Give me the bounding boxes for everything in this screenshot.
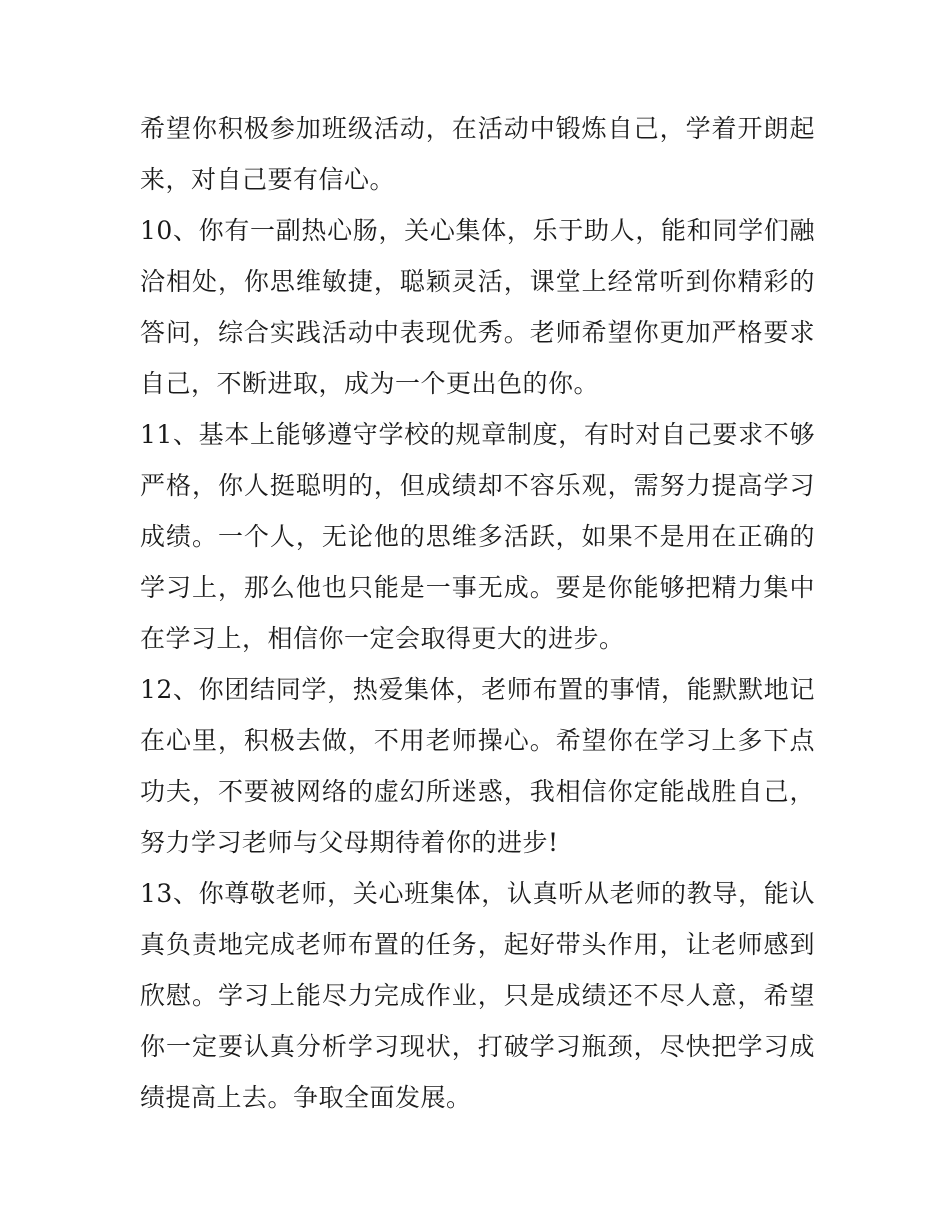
paragraph-continuation: 希望你积极参加班级活动，在活动中锻炼自己，学着开朗起来，对自己要有信心。 xyxy=(140,114,815,194)
paragraph-item-13: 13、你尊敬老师，关心班集体，认真听从老师的教导，能认真负责地完成老师布置的任务，起好带头作用，让老师感到欣慰。学习上能尽力完成作业，只是成绩还不尽人意，希望你一定要认真分析学习现状，打破学习瓶颈，尽快把学习成绩提高上去。争取全面发展。 xyxy=(140,879,815,1112)
paragraph-item-10: 10、你有一副热心肠，关心集体，乐于助人，能和同学们融洽相处，你思维敏捷，聪颖灵活，课堂上经常听到你精彩的答问，综合实践活动中表现优秀。老师希望你更加严格要求自己，不断进取，成为一个更出色的你。 xyxy=(140,216,815,398)
document-body xyxy=(140,103,815,1123)
paragraph-item-12: 12、你团结同学，热爱集体，老师布置的事情，能默默地记在心里，积极去做，不用老师操心。希望你在学习上多下点功夫，不要被网络的虚幻所迷惑，我相信你定能战胜自己，努力学习老师与父母期待着你的进步! xyxy=(140,675,815,857)
paragraph-item-11: 11、基本上能够遵守学校的规章制度，有时对自己要求不够严格，你人挺聪明的，但成绩却不容乐观，需努力提高学习成绩。一个人，无论他的思维多活跃，如果不是用在正确的学习上，那么他也只能是一事无成。要是你能够把精力集中在学习上，相信你一定会取得更大的进步。 xyxy=(140,420,815,653)
